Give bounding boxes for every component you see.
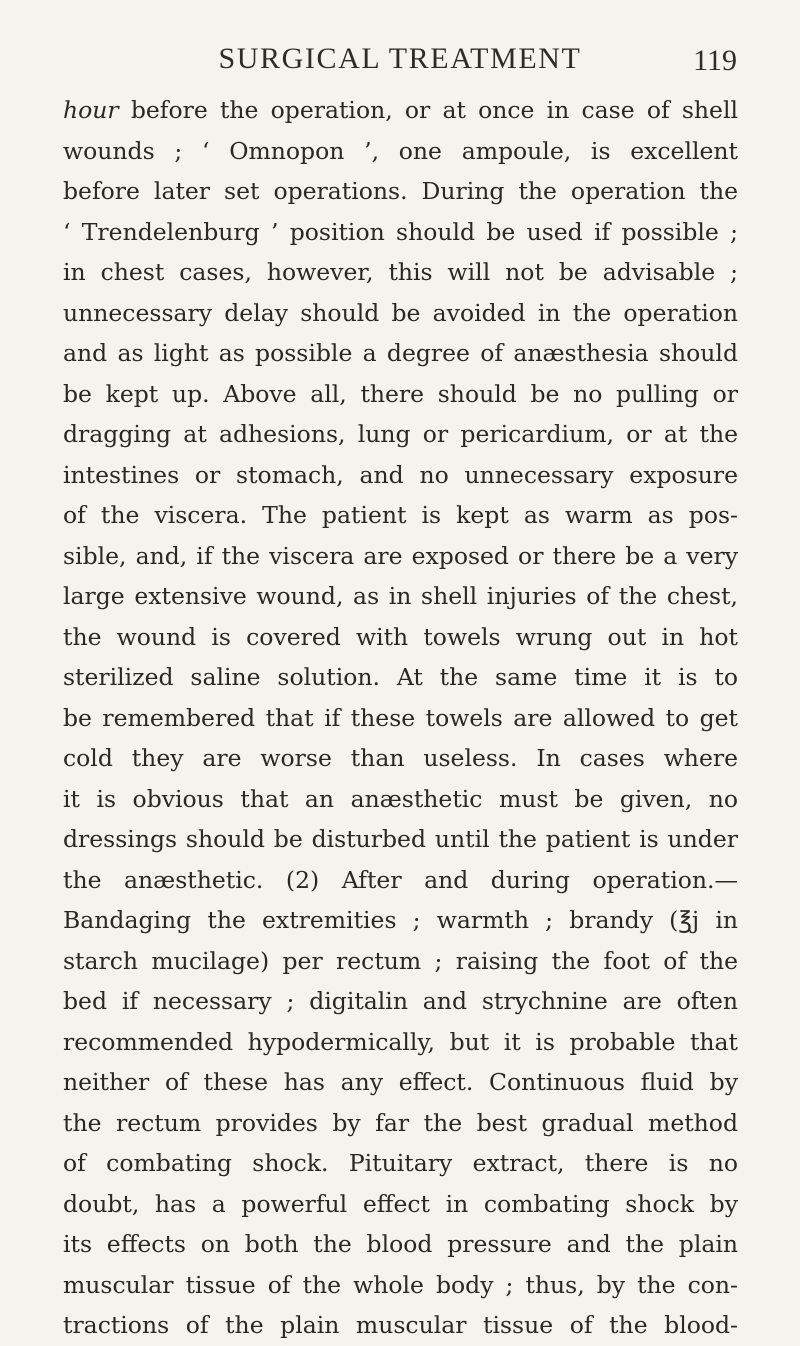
- text-line: of combating shock. Pituitary extract, there is no: [63, 1149, 738, 1177]
- text-line: dragging at adhesions, lung or pericardium, or at the: [63, 420, 738, 448]
- text-line: large extensive wound, as in shell injuries of the chest,: [63, 582, 738, 610]
- text-line: sible, and, if the viscera are exposed or there be a very: [63, 541, 738, 570]
- text-line: Bandaging the extremities ; warmth ; brandy (℥j in: [63, 906, 738, 934]
- text-line: bed if necessary ; digitalin and strychnine are often: [63, 987, 738, 1015]
- text-line: dressings should be disturbed until the patient is under: [63, 825, 738, 853]
- text-line: be kept up. Above all, there should be no pulling or: [63, 379, 738, 408]
- text-line: neither of these has any effect. Continuous fluid by: [63, 1068, 738, 1096]
- italic-word: hour: [63, 96, 119, 124]
- text-line: starch mucilage) per rectum ; raising the foot of the: [63, 946, 738, 975]
- text-line-rest: before the operation, or at once in case of shell: [118, 96, 738, 124]
- text-line: sterilized saline solution. At the same time it is to: [63, 663, 738, 691]
- running-head-title: SURGICAL TREATMENT: [218, 42, 582, 75]
- text-line: wounds ; ‘ Omnopon ’, one ampoule, is excellent: [63, 136, 738, 165]
- text-line: the rectum provides by far the best gradual method: [63, 1108, 738, 1137]
- text-line: the wound is covered with towels wrung out in hot: [63, 622, 738, 651]
- text-line: muscular tissue of the whole body ; thus, by the con-: [63, 1270, 738, 1299]
- text-line: in chest cases, however, this will not be advisable ;: [63, 258, 738, 286]
- text-line: and as light as possible a degree of anæsthesia should: [63, 339, 738, 367]
- text-line: before later set operations. During the operation the: [63, 177, 738, 205]
- text-line: cold they are worse than useless. In cases where: [63, 744, 738, 772]
- text-line: intestines or stomach, and no unnecessary exposure: [63, 460, 738, 489]
- text-line: unnecessary delay should be avoided in the operation: [63, 298, 738, 327]
- text-line: recommended hypodermically, but it is probable that: [63, 1027, 738, 1056]
- page-number: 119: [693, 44, 737, 77]
- body-text: [63, 90, 738, 1346]
- text-line: of the viscera. The patient is kept as warm as pos-: [63, 501, 738, 529]
- text-line: its effects on both the blood pressure and the plain: [63, 1230, 738, 1258]
- text-line: tractions of the plain muscular tissue of the blood-: [63, 1311, 738, 1339]
- text-line: [63, 90, 738, 131]
- text-line: ‘ Trendelenburg ’ position should be used if possible ;: [63, 217, 738, 246]
- text-line: the anæsthetic. (2) After and during operation.—: [63, 865, 738, 894]
- text-line: be remembered that if these towels are allowed to get: [63, 703, 738, 732]
- text-line: it is obvious that an anæsthetic must be given, no: [63, 784, 738, 813]
- text-line: doubt, has a powerful effect in combating shock by: [63, 1189, 738, 1218]
